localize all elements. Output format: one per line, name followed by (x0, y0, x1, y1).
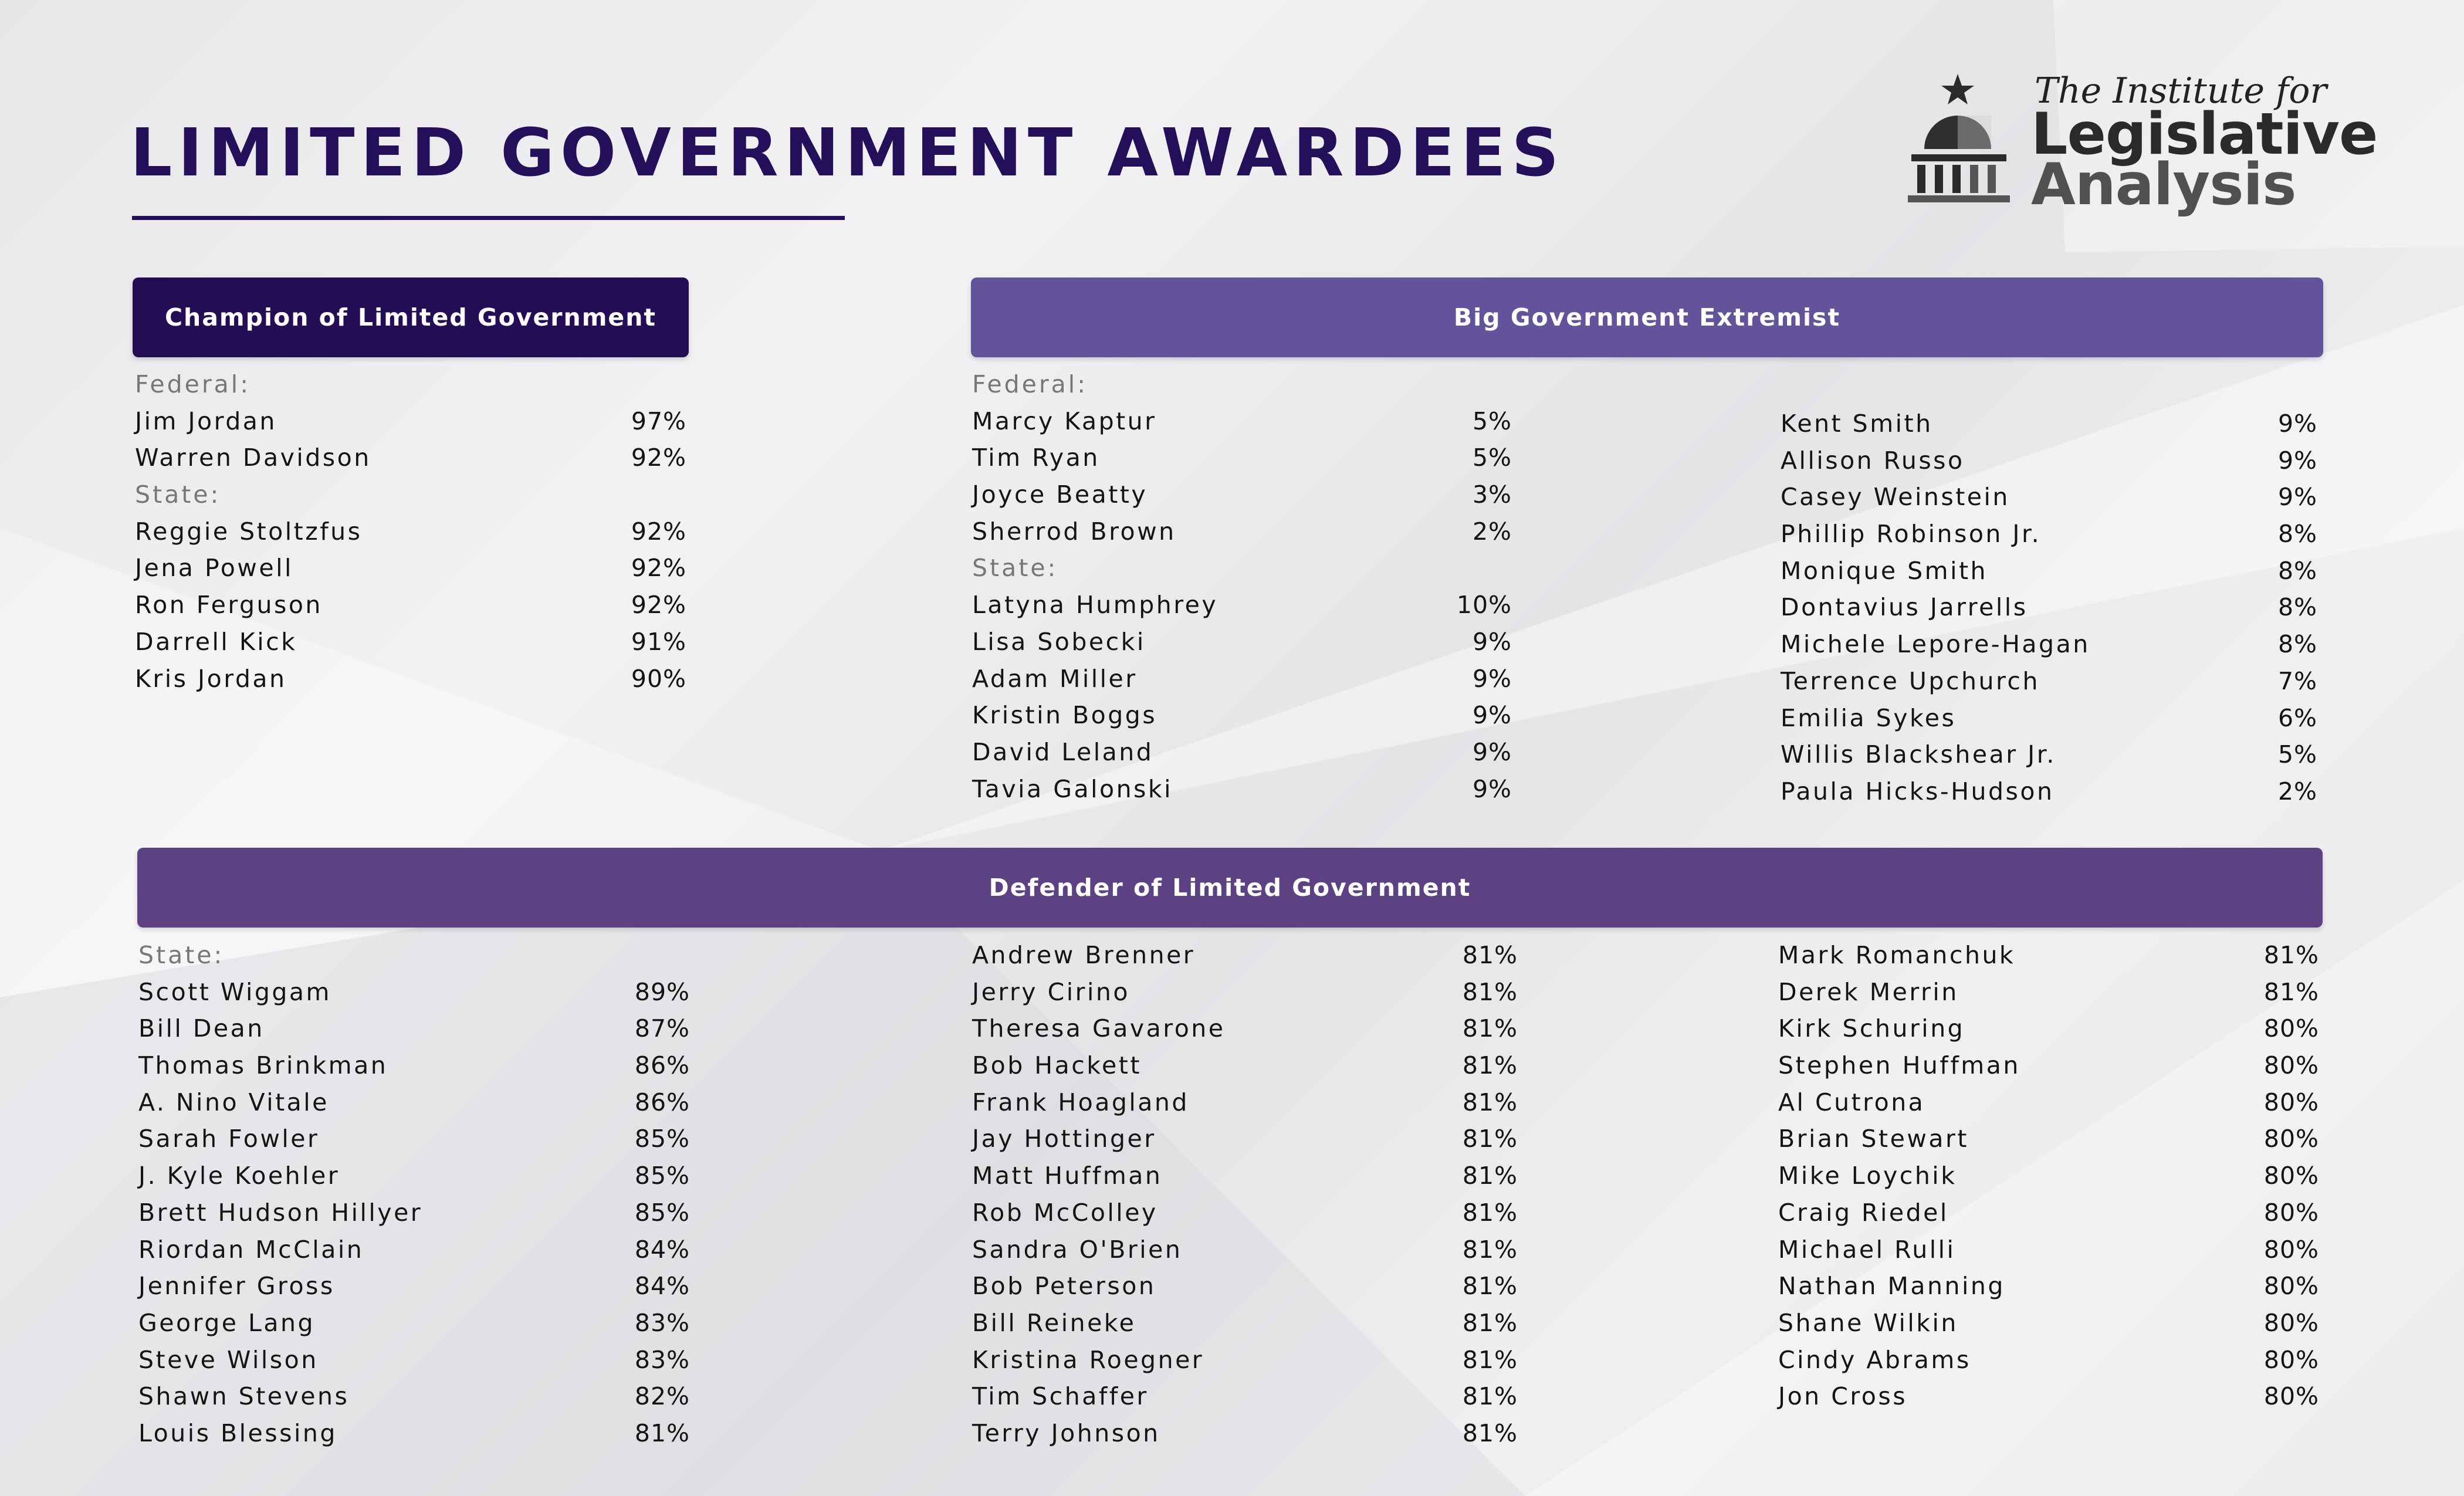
member-name: Kristina Roegner (972, 1345, 1204, 1374)
member-name: Bob Peterson (972, 1272, 1156, 1301)
list-item (1778, 1305, 2319, 1342)
list-item (972, 1157, 1518, 1194)
member-score: 5% (1472, 407, 1512, 435)
list-item (1781, 553, 2317, 590)
member-score: 81% (1462, 1162, 1518, 1190)
member-name: Bill Reineke (972, 1308, 1136, 1337)
list-item (1778, 1084, 2319, 1121)
member-score: 10% (1456, 591, 1512, 620)
member-name: David Leland (972, 737, 1154, 766)
member-score: 9% (1472, 664, 1512, 693)
member-name: Bob Hackett (972, 1051, 1142, 1080)
member-name: Brett Hudson Hillyer (138, 1198, 423, 1227)
member-score: 9% (2277, 446, 2317, 475)
list-item (1781, 442, 2317, 479)
member-score: 92% (631, 554, 686, 583)
member-score: 81% (1462, 1308, 1518, 1337)
list-item (972, 1084, 1518, 1121)
extremist-list-1 (972, 366, 1512, 807)
member-score: 2% (1472, 517, 1512, 546)
member-name: Thomas Brinkman (138, 1051, 388, 1080)
state-label: State: (972, 554, 1058, 583)
member-name: Lisa Sobecki (972, 627, 1146, 656)
list-item (972, 661, 1512, 698)
member-name: Adam Miller (972, 664, 1138, 693)
list-item (972, 439, 1512, 476)
list-item (138, 1305, 690, 1342)
member-name: Allison Russo (1781, 446, 1965, 475)
member-score: 8% (2277, 593, 2317, 622)
list-item (972, 771, 1512, 808)
list-item (972, 974, 1518, 1011)
member-score: 5% (2277, 740, 2317, 769)
page-title: LIMITED GOVERNMENT AWARDEES (130, 115, 1565, 191)
member-name: Michael Rulli (1778, 1235, 1956, 1264)
list-item (972, 697, 1512, 734)
member-name: Al Cutrona (1778, 1088, 1925, 1116)
section-header (138, 937, 690, 974)
member-score: 81% (1462, 1272, 1518, 1301)
member-score: 9% (1472, 701, 1512, 730)
member-name: Sherrod Brown (972, 517, 1176, 546)
member-score: 9% (1472, 737, 1512, 766)
list-item (138, 1157, 690, 1194)
member-name: Tim Ryan (972, 444, 1100, 472)
list-item (135, 624, 686, 661)
list-item (138, 1010, 690, 1047)
member-score: 5% (1472, 444, 1512, 472)
member-score: 3% (1472, 480, 1512, 509)
list-item (1778, 1157, 2319, 1194)
defender-list-2 (972, 937, 1518, 1452)
member-name: Monique Smith (1781, 556, 1988, 585)
member-score: 85% (634, 1125, 690, 1153)
capitol-dome-star-icon (1901, 69, 2018, 204)
list-item (972, 1378, 1518, 1415)
member-name: Matt Huffman (972, 1162, 1163, 1190)
member-name: Nathan Manning (1778, 1272, 2005, 1301)
member-score: 90% (631, 664, 686, 693)
extremist-banner: Big Government Extremist (971, 277, 2323, 357)
member-score: 97% (631, 407, 686, 435)
member-name: Paula Hicks-Hudson (1781, 777, 2055, 805)
list-item (1778, 1194, 2319, 1231)
member-name: Sandra O'Brien (972, 1235, 1183, 1264)
defender-list-3 (1778, 937, 2319, 1415)
list-item (138, 1047, 690, 1084)
member-name: Bill Dean (138, 1014, 265, 1043)
list-item (1781, 626, 2317, 663)
member-score: 80% (2263, 1088, 2319, 1116)
member-score: 81% (1462, 1419, 1518, 1447)
list-item (972, 624, 1512, 661)
extremist-list-2 (1781, 405, 2317, 810)
member-name: Frank Hoagland (972, 1088, 1189, 1116)
member-score: 80% (2263, 1125, 2319, 1153)
title-underline (132, 216, 845, 220)
member-score: 83% (634, 1308, 690, 1337)
member-name: Rob McColley (972, 1198, 1158, 1227)
member-name: Jerry Cirino (972, 977, 1130, 1006)
list-item (138, 1084, 690, 1121)
member-score: 85% (634, 1198, 690, 1227)
list-item (1778, 1121, 2319, 1157)
member-score: 8% (2277, 520, 2317, 549)
member-name: Kristin Boggs (972, 701, 1157, 730)
member-score: 9% (1472, 774, 1512, 803)
member-score: 81% (2263, 941, 2319, 969)
member-score: 81% (1462, 1125, 1518, 1153)
list-item (1781, 479, 2317, 516)
member-name: J. Kyle Koehler (138, 1162, 340, 1190)
member-score: 80% (2263, 1014, 2319, 1043)
member-name: Dontavius Jarrells (1781, 593, 2028, 622)
section-header (135, 476, 686, 513)
member-name: Joyce Beatty (972, 480, 1148, 509)
logo-line-2: Legislative (2031, 101, 2378, 168)
list-item (138, 1415, 690, 1452)
list-item (1781, 405, 2317, 442)
list-item (138, 1268, 690, 1305)
list-item (972, 1121, 1518, 1157)
member-name: Mike Loychik (1778, 1162, 1957, 1190)
list-item (135, 439, 686, 476)
list-item (972, 403, 1512, 440)
list-item (138, 1342, 690, 1379)
member-score: 81% (1462, 1198, 1518, 1227)
defender-banner: Defender of Limited Government (137, 848, 2323, 928)
member-score: 83% (634, 1345, 690, 1374)
list-item (138, 1121, 690, 1157)
federal-label: Federal: (972, 370, 1088, 398)
list-item (138, 1231, 690, 1268)
list-item (972, 1268, 1518, 1305)
member-name: Phillip Robinson Jr. (1781, 520, 2042, 549)
member-score: 80% (2263, 1235, 2319, 1264)
list-item (1778, 937, 2319, 974)
member-name: Brian Stewart (1778, 1125, 1969, 1153)
member-name: Emilia Sykes (1781, 703, 1957, 732)
member-score: 81% (1462, 1382, 1518, 1411)
list-item (972, 1194, 1518, 1231)
list-item (1778, 1378, 2319, 1415)
logo-line-3: Analysis (2031, 151, 2296, 218)
member-name: Riordan McClain (138, 1235, 364, 1264)
list-item (138, 1194, 690, 1231)
list-item (972, 513, 1512, 550)
section-header (972, 550, 1512, 587)
member-score: 84% (634, 1235, 690, 1264)
member-score: 81% (634, 1419, 690, 1447)
member-name: Andrew Brenner (972, 941, 1196, 969)
member-score: 89% (634, 977, 690, 1006)
list-item (1781, 736, 2317, 773)
member-name: Craig Riedel (1778, 1198, 1949, 1227)
member-score: 2% (2277, 777, 2317, 805)
list-item (972, 1047, 1518, 1084)
list-item (135, 661, 686, 698)
member-name: Jon Cross (1778, 1382, 1908, 1411)
member-name: Derek Merrin (1778, 977, 1959, 1006)
member-score: 84% (634, 1272, 690, 1301)
member-name: Jena Powell (135, 554, 293, 583)
member-name: Kirk Schuring (1778, 1014, 1965, 1043)
member-score: 8% (2277, 630, 2317, 659)
section-header (135, 366, 686, 403)
champion-banner: Champion of Limited Government (133, 277, 689, 357)
list-item (1778, 1047, 2319, 1084)
member-score: 9% (1472, 627, 1512, 656)
member-score: 81% (1462, 1051, 1518, 1080)
member-name: Shawn Stevens (138, 1382, 350, 1411)
list-item (972, 1342, 1518, 1379)
list-item (1781, 589, 2317, 626)
member-name: Shane Wilkin (1778, 1308, 1958, 1337)
member-score: 80% (2263, 1162, 2319, 1190)
member-score: 92% (631, 444, 686, 472)
state-label: State: (135, 480, 221, 509)
member-name: Marcy Kaptur (972, 407, 1157, 435)
list-item (1778, 974, 2319, 1011)
list-item (1781, 663, 2317, 700)
list-item (135, 403, 686, 440)
list-item (135, 550, 686, 587)
list-item (972, 476, 1512, 513)
member-score: 80% (2263, 1345, 2319, 1374)
member-score: 80% (2263, 1198, 2319, 1227)
list-item (1778, 1342, 2319, 1379)
member-score: 81% (1462, 941, 1518, 969)
member-name: Reggie Stoltzfus (135, 517, 363, 546)
member-name: Latyna Humphrey (972, 591, 1219, 620)
logo-line-1: The Institute for (2035, 70, 2327, 111)
member-score: 81% (1462, 1088, 1518, 1116)
member-name: Terry Johnson (972, 1419, 1160, 1447)
member-name: Michele Lepore-Hagan (1781, 630, 2090, 659)
member-score: 92% (631, 591, 686, 620)
champion-list (135, 366, 686, 697)
member-score: 7% (2277, 666, 2317, 695)
defender-list-1 (138, 937, 690, 1452)
institute-logo (1901, 69, 2399, 218)
list-item (972, 587, 1512, 624)
list-item (138, 1378, 690, 1415)
list-item (135, 513, 686, 550)
list-item (1781, 700, 2317, 737)
member-name: Darrell Kick (135, 627, 297, 656)
list-item (1778, 1010, 2319, 1047)
member-score: 81% (2263, 977, 2319, 1006)
list-item (972, 1231, 1518, 1268)
member-name: Ron Ferguson (135, 591, 323, 620)
list-item (1778, 1231, 2319, 1268)
list-item (972, 937, 1518, 974)
list-item (135, 587, 686, 624)
member-name: Willis Blackshear Jr. (1781, 740, 2056, 769)
member-score: 81% (1462, 1345, 1518, 1374)
member-name: Stephen Huffman (1778, 1051, 2020, 1080)
member-name: Kris Jordan (135, 664, 287, 693)
state-label: State: (138, 941, 225, 969)
member-score: 80% (2263, 1051, 2319, 1080)
member-name: Casey Weinstein (1781, 483, 2010, 512)
member-name: Scott Wiggam (138, 977, 331, 1006)
member-name: Kent Smith (1781, 409, 1933, 438)
member-score: 86% (634, 1051, 690, 1080)
list-item (1778, 1268, 2319, 1305)
member-name: Jim Jordan (135, 407, 277, 435)
member-score: 9% (2277, 409, 2317, 438)
member-name: George Lang (138, 1308, 315, 1337)
member-name: Louis Blessing (138, 1419, 337, 1447)
member-score: 86% (634, 1088, 690, 1116)
member-name: Cindy Abrams (1778, 1345, 1971, 1374)
member-name: Sarah Fowler (138, 1125, 320, 1153)
member-name: Steve Wilson (138, 1345, 319, 1374)
list-item (1781, 773, 2317, 810)
section-header (972, 366, 1512, 403)
member-score: 80% (2263, 1382, 2319, 1411)
member-score: 81% (1462, 977, 1518, 1006)
member-score: 87% (634, 1014, 690, 1043)
member-score: 8% (2277, 556, 2317, 585)
list-item (972, 1305, 1518, 1342)
member-score: 85% (634, 1162, 690, 1190)
member-score: 6% (2277, 703, 2317, 732)
member-name: Warren Davidson (135, 444, 371, 472)
member-score: 81% (1462, 1235, 1518, 1264)
list-item (972, 734, 1512, 771)
member-name: Jennifer Gross (138, 1272, 335, 1301)
list-item (138, 974, 690, 1011)
member-name: Tavia Galonski (972, 774, 1173, 803)
member-score: 80% (2263, 1308, 2319, 1337)
member-score: 92% (631, 517, 686, 546)
member-score: 81% (1462, 1014, 1518, 1043)
member-score: 82% (634, 1382, 690, 1411)
member-name: Mark Romanchuk (1778, 941, 2016, 969)
list-item (972, 1010, 1518, 1047)
list-item (1781, 516, 2317, 553)
member-score: 9% (2277, 483, 2317, 512)
member-name: Jay Hottinger (972, 1125, 1156, 1153)
list-item (972, 1415, 1518, 1452)
member-score: 80% (2263, 1272, 2319, 1301)
member-name: Theresa Gavarone (972, 1014, 1226, 1043)
member-name: Terrence Upchurch (1781, 666, 2040, 695)
member-score: 91% (631, 627, 686, 656)
member-name: A. Nino Vitale (138, 1088, 329, 1116)
federal-label: Federal: (135, 370, 251, 398)
member-name: Tim Schaffer (972, 1382, 1149, 1411)
